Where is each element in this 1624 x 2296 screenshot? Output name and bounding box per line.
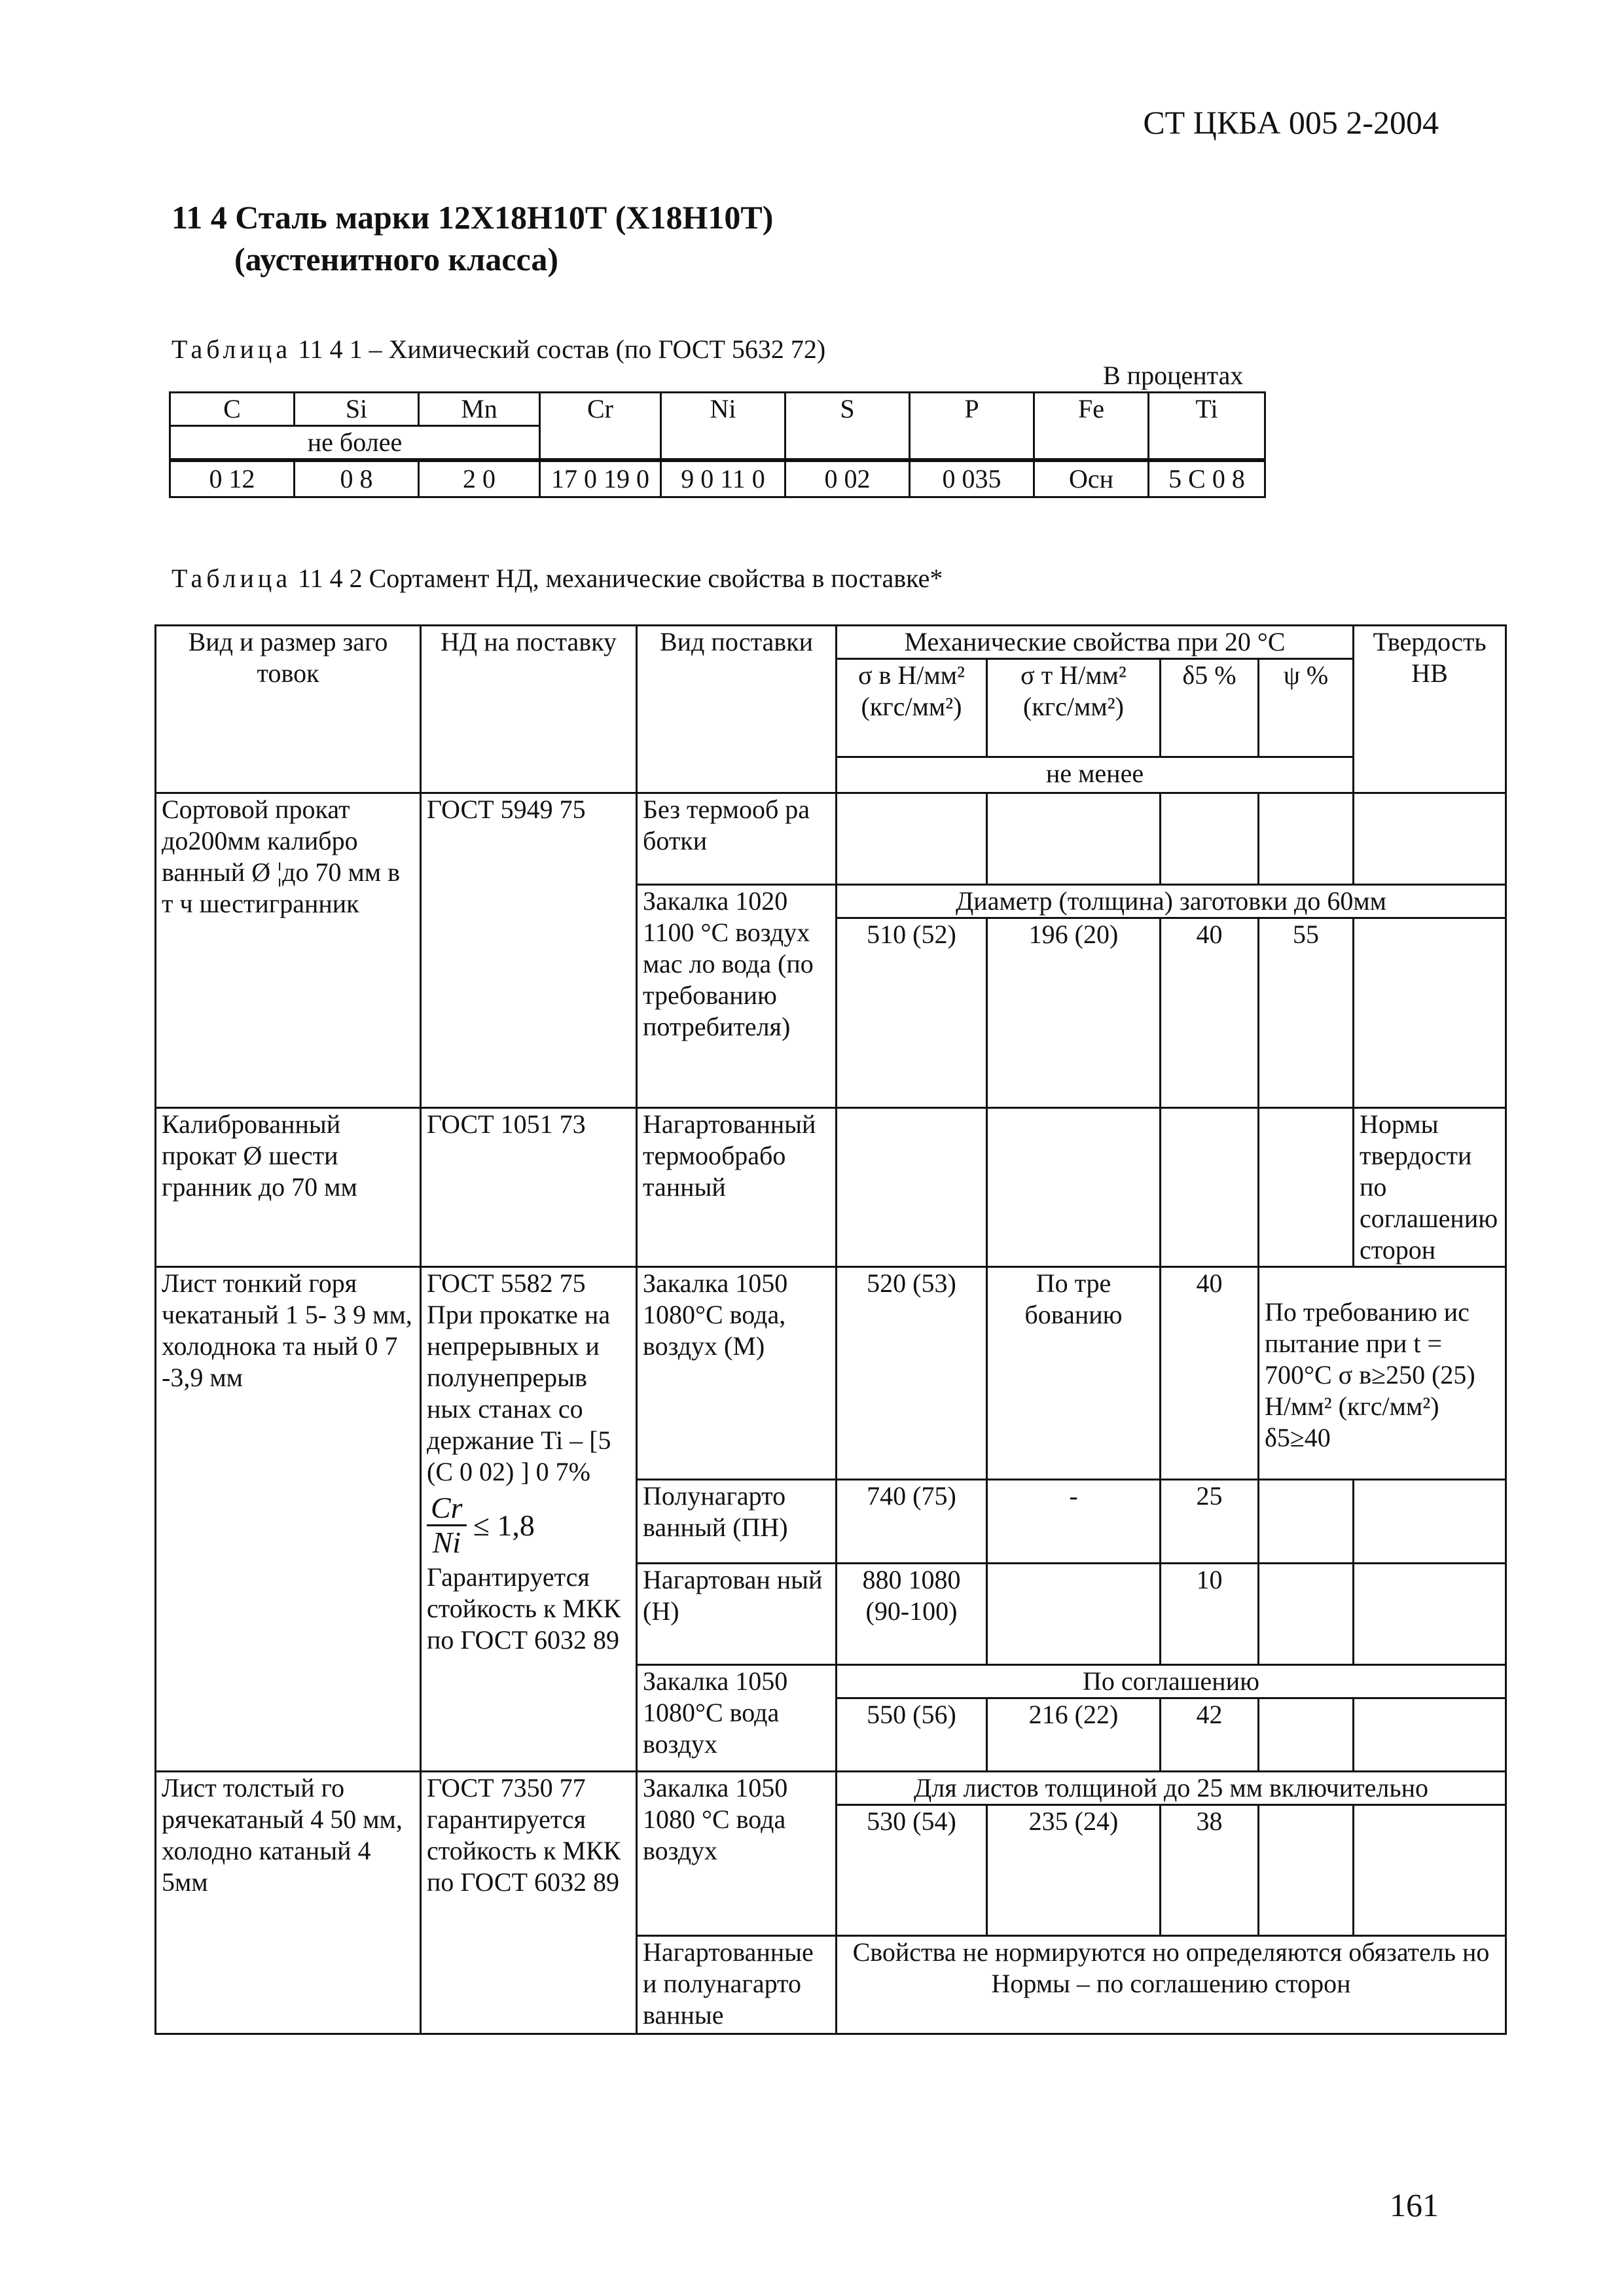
delta5-cell: 40: [1161, 918, 1259, 1108]
header-delivery: Вид поставки: [637, 626, 837, 793]
delta5-cell: 38: [1161, 1805, 1259, 1936]
delivery-cell: Закалка 1020 1100 °С воздух мас ло вода (по требованию потребителя): [637, 885, 837, 1108]
delta5-cell: 40: [1161, 1267, 1259, 1480]
empty-cell: [1354, 1480, 1506, 1564]
value-cell: 0 8: [295, 460, 419, 497]
sigma-b-cell: 740 (75): [837, 1480, 987, 1564]
ratio-limit: ≤ 1,8: [473, 1508, 535, 1542]
table1-values-row: [170, 460, 1265, 497]
header-mechanical: Механические свойства при 20 °С: [837, 626, 1354, 659]
header-not-less: не менее: [837, 757, 1354, 793]
empty-cell: [837, 793, 987, 885]
nd-cell: ГОСТ 1051 73: [421, 1108, 637, 1267]
delivery-cell: Нагартованные и полунагарто ванные: [637, 1936, 837, 2034]
empty-cell: [1259, 1698, 1354, 1772]
sigma-b-cell: 510 (52): [837, 918, 987, 1108]
empty-cell: [1161, 793, 1259, 885]
sigma-t-cell: 235 (24): [987, 1805, 1161, 1936]
page-number: 161: [1390, 2187, 1439, 2223]
empty-cell: [837, 1108, 987, 1267]
document-code: СТ ЦКБА 005 2-2004: [1143, 104, 1439, 141]
table2-caption-text: 11 4 2 Сортамент НД, механические свойства в поставке*: [298, 564, 943, 593]
table2-header-row: [156, 626, 1506, 659]
note-cell: По соглашению: [837, 1665, 1506, 1698]
ratio-numerator: Cr: [427, 1492, 467, 1526]
test-requirement-cell: По требованию ис пытание при t = 700°С σ в≥250 (25) Н/мм² (кгс/мм²) δ5≥40: [1259, 1267, 1506, 1480]
empty-cell: [987, 793, 1161, 885]
sigma-t-cell: -: [987, 1480, 1161, 1564]
table1-units: В процентах: [1103, 361, 1244, 390]
mechanical-properties-table: [154, 624, 1507, 2035]
header-sigma-b: σ в Н/мм² (кгс/мм²): [837, 659, 987, 757]
sigma-b-cell: 520 (53): [837, 1267, 987, 1480]
sigma-t-cell: По тре бованию: [987, 1267, 1161, 1480]
table1-header-row: [170, 393, 1265, 426]
empty-cell: [987, 1564, 1161, 1665]
delivery-cell: Полунагарто ванный (ПН): [637, 1480, 837, 1564]
delivery-cell: Закалка 1050 1080°С вода, воздух (М): [637, 1267, 837, 1480]
table2-caption-label: Таблица: [171, 564, 292, 593]
header-cell: S: [785, 393, 910, 461]
sigma-b-cell: 550 (56): [837, 1698, 987, 1772]
value-cell: 0 035: [910, 460, 1034, 497]
value-cell: 9 0 11 0: [661, 460, 785, 497]
empty-cell: [1259, 1564, 1354, 1665]
section-title-line2: (аустенитного класса): [234, 241, 558, 278]
blank-kind-cell: Лист толстый го рячекатаный 4 50 мм, холодно катаный 4 5мм: [156, 1772, 421, 2034]
header-psi: ψ %: [1259, 659, 1354, 757]
empty-cell: [1259, 793, 1354, 885]
header-cell: Fe: [1034, 393, 1149, 461]
note-cell: Для листов толщиной до 25 мм включительно: [837, 1772, 1506, 1805]
delivery-cell: Без термооб ра ботки: [637, 793, 837, 885]
psi-cell: 55: [1259, 918, 1354, 1108]
sigma-b-cell: 530 (54): [837, 1805, 987, 1936]
empty-cell: [1354, 1698, 1506, 1772]
sigma-t-cell: 196 (20): [987, 918, 1161, 1108]
value-cell: 5 C 0 8: [1149, 460, 1265, 497]
delta5-cell: 10: [1161, 1564, 1259, 1665]
empty-cell: [1354, 918, 1506, 1108]
ratio-fraction: [427, 1492, 467, 1559]
blank-kind-cell: Калиброванный прокат Ø шести гранник до 70 мм: [156, 1108, 421, 1267]
blank-kind-cell: Лист тонкий горя чекатаный 1 5- 3 9 мм, холоднока та ный 0 7 -3,9 мм: [156, 1267, 421, 1772]
nd-guarantee-text: Гарантируется стойкость к МКК по ГОСТ 6032 89: [427, 1562, 621, 1655]
cr-ni-ratio: [427, 1492, 630, 1559]
sigma-t-cell: 216 (22): [987, 1698, 1161, 1772]
delta5-cell: 42: [1161, 1698, 1259, 1772]
section-title: [171, 196, 773, 280]
table-row: [156, 1267, 1506, 1480]
header-hardness: Твердость НВ: [1354, 626, 1506, 793]
empty-cell: [1161, 1108, 1259, 1267]
header-cell: Cr: [540, 393, 661, 461]
header-sigma-t: σ т Н/мм² (кгс/мм²): [987, 659, 1161, 757]
value-cell: 0 02: [785, 460, 910, 497]
note-cell: Диаметр (толщина) заготовки до 60мм: [837, 885, 1506, 918]
header-cell: P: [910, 393, 1034, 461]
value-cell: 0 12: [170, 460, 295, 497]
table-row: [156, 1772, 1506, 1805]
empty-cell: [1354, 793, 1506, 885]
header-cell: Mn: [419, 393, 540, 426]
blank-kind-cell: Сортовой прокат до200мм калибро ванный Ø ¦до 70 мм в т ч шестигранник: [156, 793, 421, 1108]
table1-caption: [171, 334, 825, 365]
header-cell: Ti: [1149, 393, 1265, 461]
nd-cell: ГОСТ 5949 75: [421, 793, 637, 1108]
empty-cell: [1259, 1480, 1354, 1564]
chemical-composition-table: [169, 391, 1266, 498]
value-cell: Осн: [1034, 460, 1149, 497]
nd-text: ГОСТ 5582 75 При прокатке на непрерывных и полунепрерыв ных станах со держание Ti – [5 (C 0 02) ] 0 7%: [427, 1268, 611, 1486]
table-row: [156, 793, 1506, 885]
delivery-cell: Закалка 1050 1080°С вода воздух: [637, 1665, 837, 1772]
empty-cell: [1354, 1805, 1506, 1936]
value-cell: 17 0 19 0: [540, 460, 661, 497]
section-title-line1: 11 4 Сталь марки 12Х18Н10Т (Х18Н10Т): [171, 199, 774, 236]
table-row: [156, 1108, 1506, 1267]
table2-caption: [171, 563, 943, 594]
header-delta5: δ5 %: [1161, 659, 1259, 757]
table1-caption-label: Таблица: [171, 334, 292, 364]
header-cell: Si: [295, 393, 419, 426]
table1-caption-text: 11 4 1 – Химический состав (по ГОСТ 5632 72): [298, 334, 826, 364]
properties-note-cell: Свойства не нормируются но определяются обязатель но Нормы – по соглашению сторон: [837, 1936, 1506, 2034]
nd-cell: [421, 1267, 637, 1772]
header-cell: Ni: [661, 393, 785, 461]
delta5-cell: 25: [1161, 1480, 1259, 1564]
ratio-denominator: Ni: [432, 1526, 461, 1559]
sigma-b-cell: 880 1080 (90-100): [837, 1564, 987, 1665]
empty-cell: [1259, 1108, 1354, 1267]
delivery-cell: Закалка 1050 1080 °С вода воздух: [637, 1772, 837, 1936]
delivery-cell: Нагартованный термообрабо танный: [637, 1108, 837, 1267]
header-cell: C: [170, 393, 295, 426]
subheader-cell: не более: [170, 426, 540, 461]
empty-cell: [987, 1108, 1161, 1267]
header-nd: НД на поставку: [421, 626, 637, 793]
nd-cell: ГОСТ 7350 77 гарантируется стойкость к МКК по ГОСТ 6032 89: [421, 1772, 637, 2034]
hardness-cell: Нормы твердости по соглашению сторон: [1354, 1108, 1506, 1267]
empty-cell: [1354, 1564, 1506, 1665]
value-cell: 2 0: [419, 460, 540, 497]
header-blank-kind: Вид и размер заго товок: [156, 626, 421, 793]
empty-cell: [1259, 1805, 1354, 1936]
delivery-cell: Нагартован ный (Н): [637, 1564, 837, 1665]
